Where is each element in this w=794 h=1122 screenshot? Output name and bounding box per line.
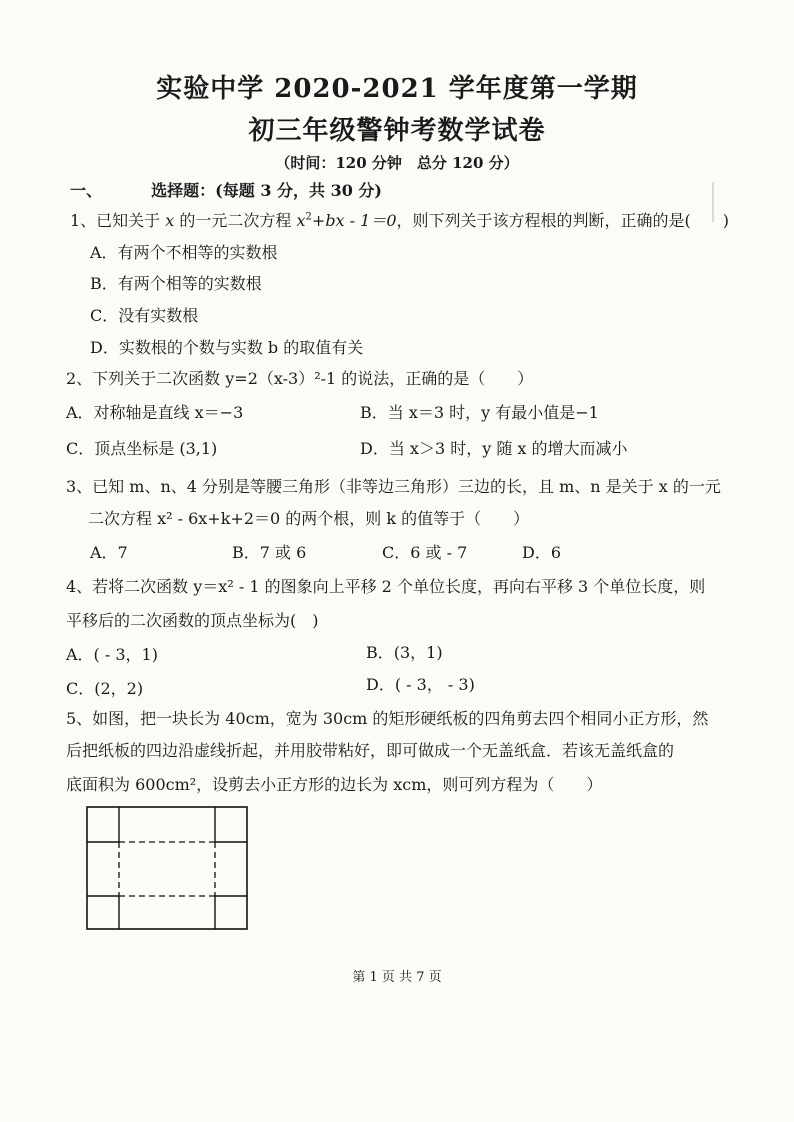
cardboard-outline xyxy=(87,807,247,929)
q1-option-d: D．实数根的个数与实数 b 的取值有关 xyxy=(90,338,364,357)
exam-info: （时间：120 分钟 总分 120 分） xyxy=(275,154,519,172)
section-heading xyxy=(70,178,382,201)
exam-title: 实验中学 2020-2021 学年度第一学期 xyxy=(156,74,638,104)
q1-text-b: 的一元二次方程 xyxy=(174,211,297,230)
q2-option-a: A．对称轴是直线 x＝−3 xyxy=(66,403,244,422)
q4-option-c: C．(2，2) xyxy=(66,679,144,698)
q1-var-x: x xyxy=(165,211,175,230)
q1-text-a: 1、已知关于 xyxy=(70,211,166,230)
question-2-stem: 2、下列关于二次函数 y=2（x-3）²-1 的说法，正确的是（ ） xyxy=(66,369,534,388)
q3-option-a: A．7 xyxy=(90,543,128,562)
q1-option-c: C．没有实数根 xyxy=(90,306,199,325)
section-label: 选择题：(每题 3 分，共 30 分) xyxy=(151,181,382,200)
q1-text-c: ，则下列关于该方程根的判断，正确的是( ) xyxy=(396,211,730,230)
question-3-line-1: 3、已知 m、n、4 分别是等腰三角形（非等边三角形）三边的长，且 m、n 是关于 x 的一元 xyxy=(66,477,721,496)
question-4-line-1: 4、若将二次函数 y＝x² - 1 的图象向上平移 2 个单位长度，再向右平移 3 个单位长度，则 xyxy=(66,577,706,596)
q2-option-c: C．顶点坐标是 (3,1) xyxy=(66,439,218,458)
question-4-line-2: 平移后的二次函数的顶点坐标为( ) xyxy=(66,611,319,630)
cardboard-box-diagram xyxy=(86,806,248,930)
q1-option-a: A．有两个不相等的实数根 xyxy=(90,243,278,262)
question-5-line-1: 5、如图，把一块长为 40cm，宽为 30cm 的矩形硬纸板的四角剪去四个相同小正方形，然 xyxy=(66,709,709,728)
section-number: 一、 xyxy=(70,181,103,200)
question-5-line-3: 底面积为 600cm²，设剪去小正方形的边长为 xcm，则可列方程为（ ） xyxy=(66,775,603,794)
question-1-stem xyxy=(70,208,729,231)
exam-subtitle: 初三年级警钟考数学试卷 xyxy=(248,116,546,146)
q3-option-d: D．6 xyxy=(522,543,562,562)
q2-option-b: B．当 x＝3 时，y 有最小值是−1 xyxy=(360,403,599,422)
q1-eq-rest: +bx - 1＝0 xyxy=(311,211,397,230)
q1-eq-sup: 2 xyxy=(305,211,312,223)
page-footer: 第 1 页 共 7 页 xyxy=(352,970,442,985)
q4-option-b: B．(3，1) xyxy=(366,643,443,662)
q4-option-d: D．( - 3， - 3) xyxy=(366,675,475,694)
question-5-line-2: 后把纸板的四边沿虚线折起，并用胶带粘好，即可做成一个无盖纸盒．若该无盖纸盒的 xyxy=(66,741,675,760)
q1-eq-x: x xyxy=(296,211,306,230)
q4-option-a: A．( - 3，1) xyxy=(66,645,158,664)
q3-option-c: C．6 或 - 7 xyxy=(382,543,468,562)
q2-option-d: D．当 x＞3 时，y 随 x 的增大而减小 xyxy=(360,439,628,458)
q1-option-b: B．有两个相等的实数根 xyxy=(90,274,262,293)
q3-option-b: B．7 或 6 xyxy=(232,543,307,562)
question-3-line-2: 二次方程 x² - 6x+k+2＝0 的两个根，则 k 的值等于（ ） xyxy=(88,509,530,528)
